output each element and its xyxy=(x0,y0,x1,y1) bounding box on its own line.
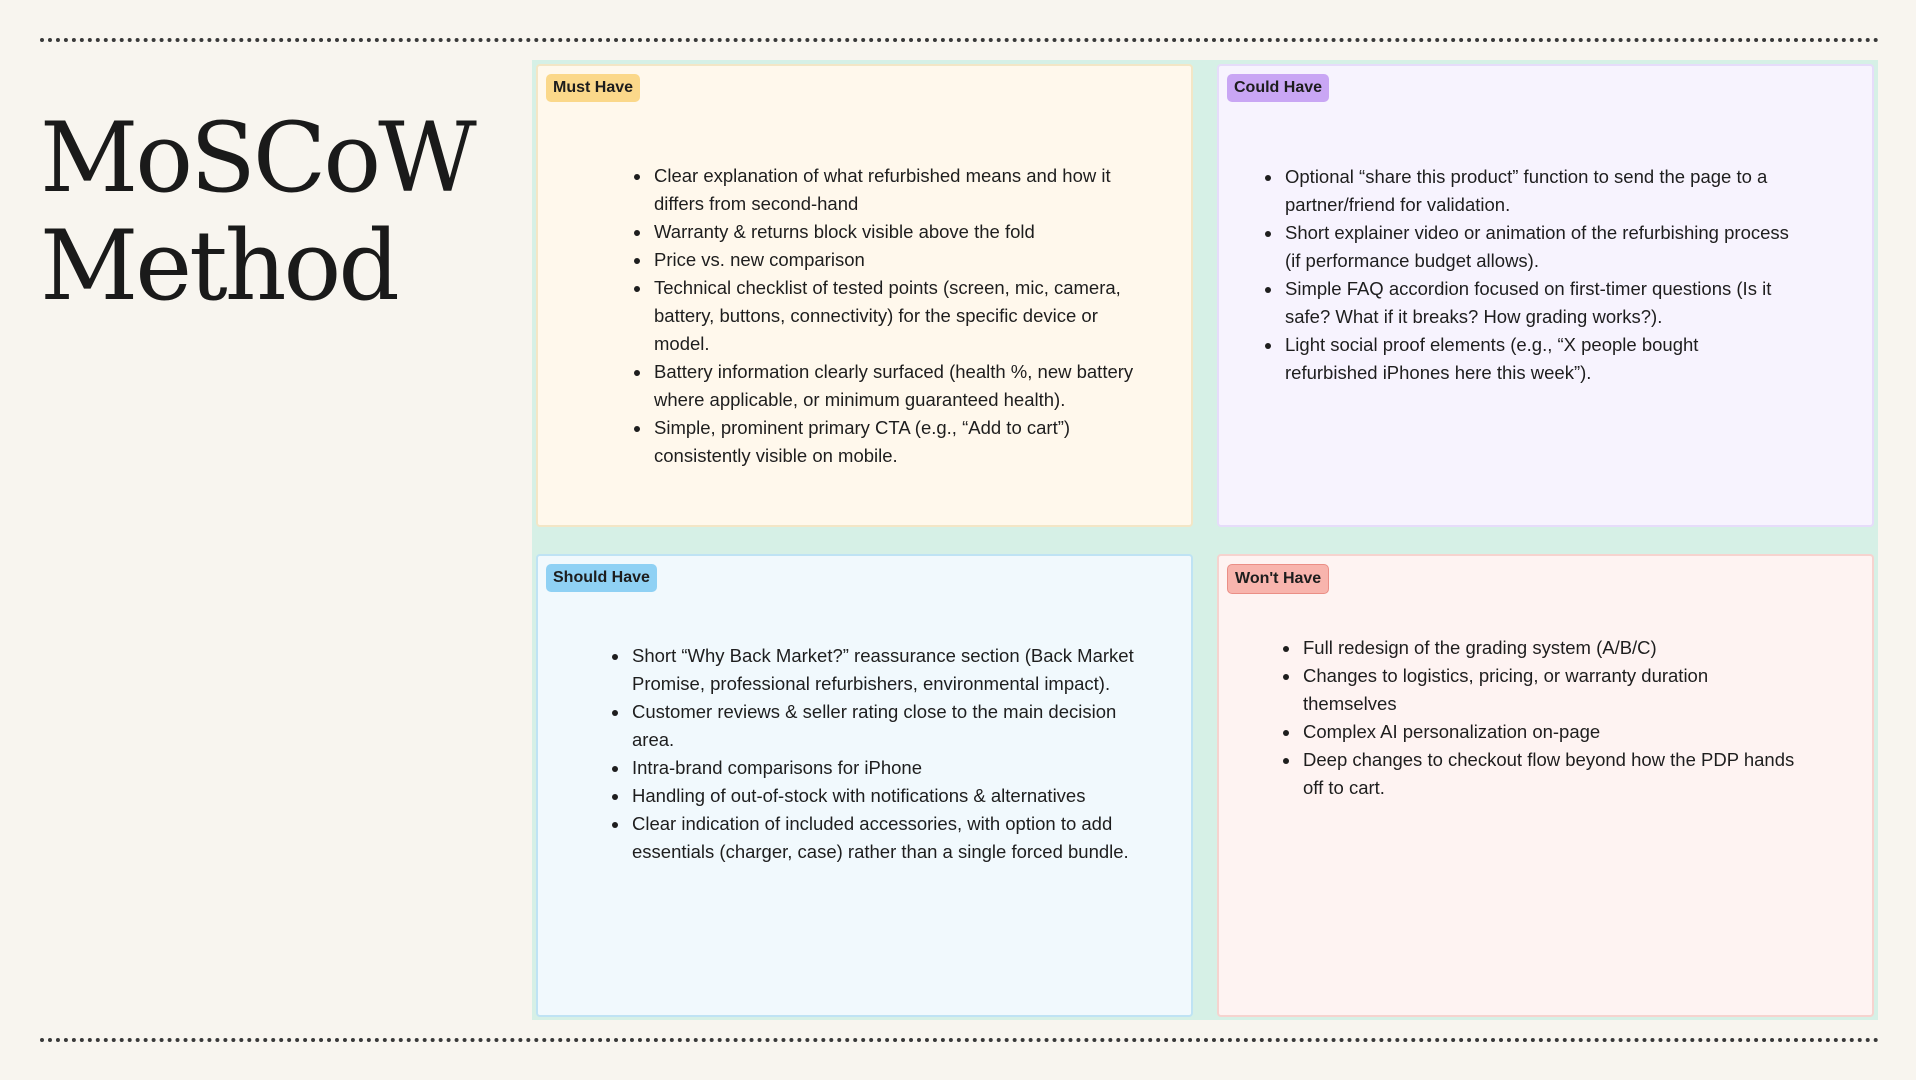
must-have-list xyxy=(632,162,1152,470)
list-item: • Handling of out-of-stock with notifications & alternatives xyxy=(630,782,1140,810)
could-have-tag: Could Have xyxy=(1227,74,1329,102)
list-item: • Optional “share this product” function to send the page to a partner/friend for validation. xyxy=(1283,163,1793,219)
list-item: • Technical checklist of tested points (screen, mic, camera, battery, buttons, connectivity) for the specific device or model. xyxy=(652,274,1152,358)
list-item: • Intra-brand comparisons for iPhone xyxy=(630,754,1140,782)
list-item: • Light social proof elements (e.g., “X people bought refurbished iPhones here this week”). xyxy=(1283,331,1793,387)
list-item: • Short explainer video or animation of the refurbishing process (if performance budget allows). xyxy=(1283,219,1793,275)
wont-have-tag: Won't Have xyxy=(1227,564,1329,594)
list-item: • Battery information clearly surfaced (health %, new battery where applicable, or minimum guaranteed health). xyxy=(652,358,1152,414)
list-item: • Simple, prominent primary CTA (e.g., “Add to cart”) consistently visible on mobile. xyxy=(652,414,1152,470)
must-have-tag: Must Have xyxy=(546,74,640,102)
must-have-card xyxy=(536,64,1193,527)
should-have-list xyxy=(610,642,1140,866)
page-title xyxy=(40,104,474,320)
could-have-list xyxy=(1263,163,1793,387)
wont-have-list xyxy=(1281,634,1801,802)
top-dotted-divider xyxy=(40,38,1880,42)
should-have-card xyxy=(536,554,1193,1017)
list-item: • Deep changes to checkout flow beyond how the PDP hands off to cart. xyxy=(1301,746,1801,802)
moscow-board xyxy=(532,60,1878,1020)
list-item: • Warranty & returns block visible above the fold xyxy=(652,218,1152,246)
list-item: • Changes to logistics, pricing, or warranty duration themselves xyxy=(1301,662,1801,718)
list-item: • Customer reviews & seller rating close to the main decision area. xyxy=(630,698,1140,754)
list-item: • Price vs. new comparison xyxy=(652,246,1152,274)
title-line-1: MoSCoW xyxy=(40,102,474,214)
list-item: • Short “Why Back Market?” reassurance section (Back Market Promise, professional refurbishers, environmental impact). xyxy=(630,642,1140,698)
could-have-card xyxy=(1217,64,1874,527)
title-line-2: Method xyxy=(40,210,397,322)
list-item: • Simple FAQ accordion focused on first-timer questions (Is it safe? What if it breaks? How grading works?). xyxy=(1283,275,1793,331)
list-item: • Clear explanation of what refurbished means and how it differs from second-hand xyxy=(652,162,1152,218)
list-item: • Complex AI personalization on-page xyxy=(1301,718,1801,746)
bottom-dotted-divider xyxy=(40,1038,1880,1042)
wont-have-card xyxy=(1217,554,1874,1017)
list-item: • Clear indication of included accessories, with option to add essentials (charger, case) rather than a single forced bundle. xyxy=(630,810,1140,866)
list-item: • Full redesign of the grading system (A/B/C) xyxy=(1301,634,1801,662)
should-have-tag: Should Have xyxy=(546,564,657,592)
